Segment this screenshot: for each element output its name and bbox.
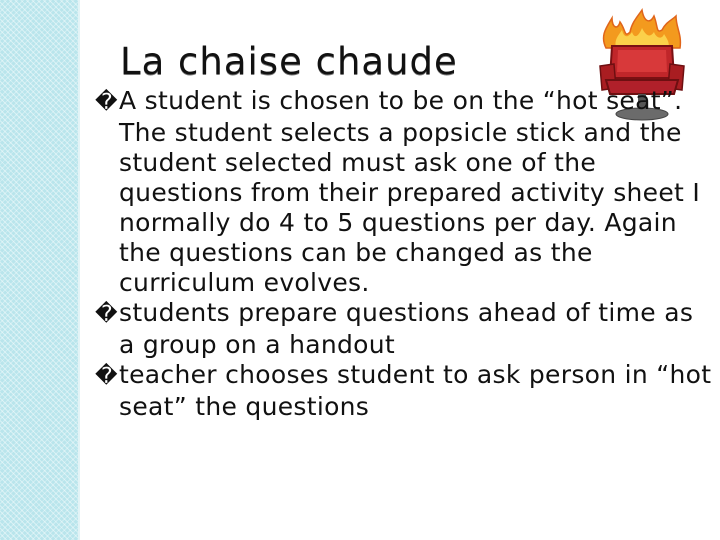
bullet-item	[95, 298, 715, 360]
bullet-marker: �	[95, 302, 118, 327]
decorative-side-band	[0, 0, 78, 540]
bullet-item	[95, 360, 715, 422]
bullet-text: teacher chooses student to ask person in “hot seat” the questions	[119, 360, 712, 421]
bullet-marker: �	[95, 90, 118, 115]
bullet-text: A student is chosen to be on the “hot seat”. The student selects a popsicle stick and the student selected must ask one of the questions from their prepared activity sheet I normally do 4 to 5 questions per day. Again the questions can be changed as the curriculum evolves.	[119, 86, 701, 297]
side-band-divider	[78, 0, 80, 540]
slide-body	[95, 86, 715, 422]
bullet-marker: �	[95, 364, 118, 389]
slide-title: La chaise chaude	[120, 40, 458, 83]
bullet-text: students prepare questions ahead of time as a group on a handout	[119, 298, 694, 359]
bullet-item	[95, 86, 715, 298]
